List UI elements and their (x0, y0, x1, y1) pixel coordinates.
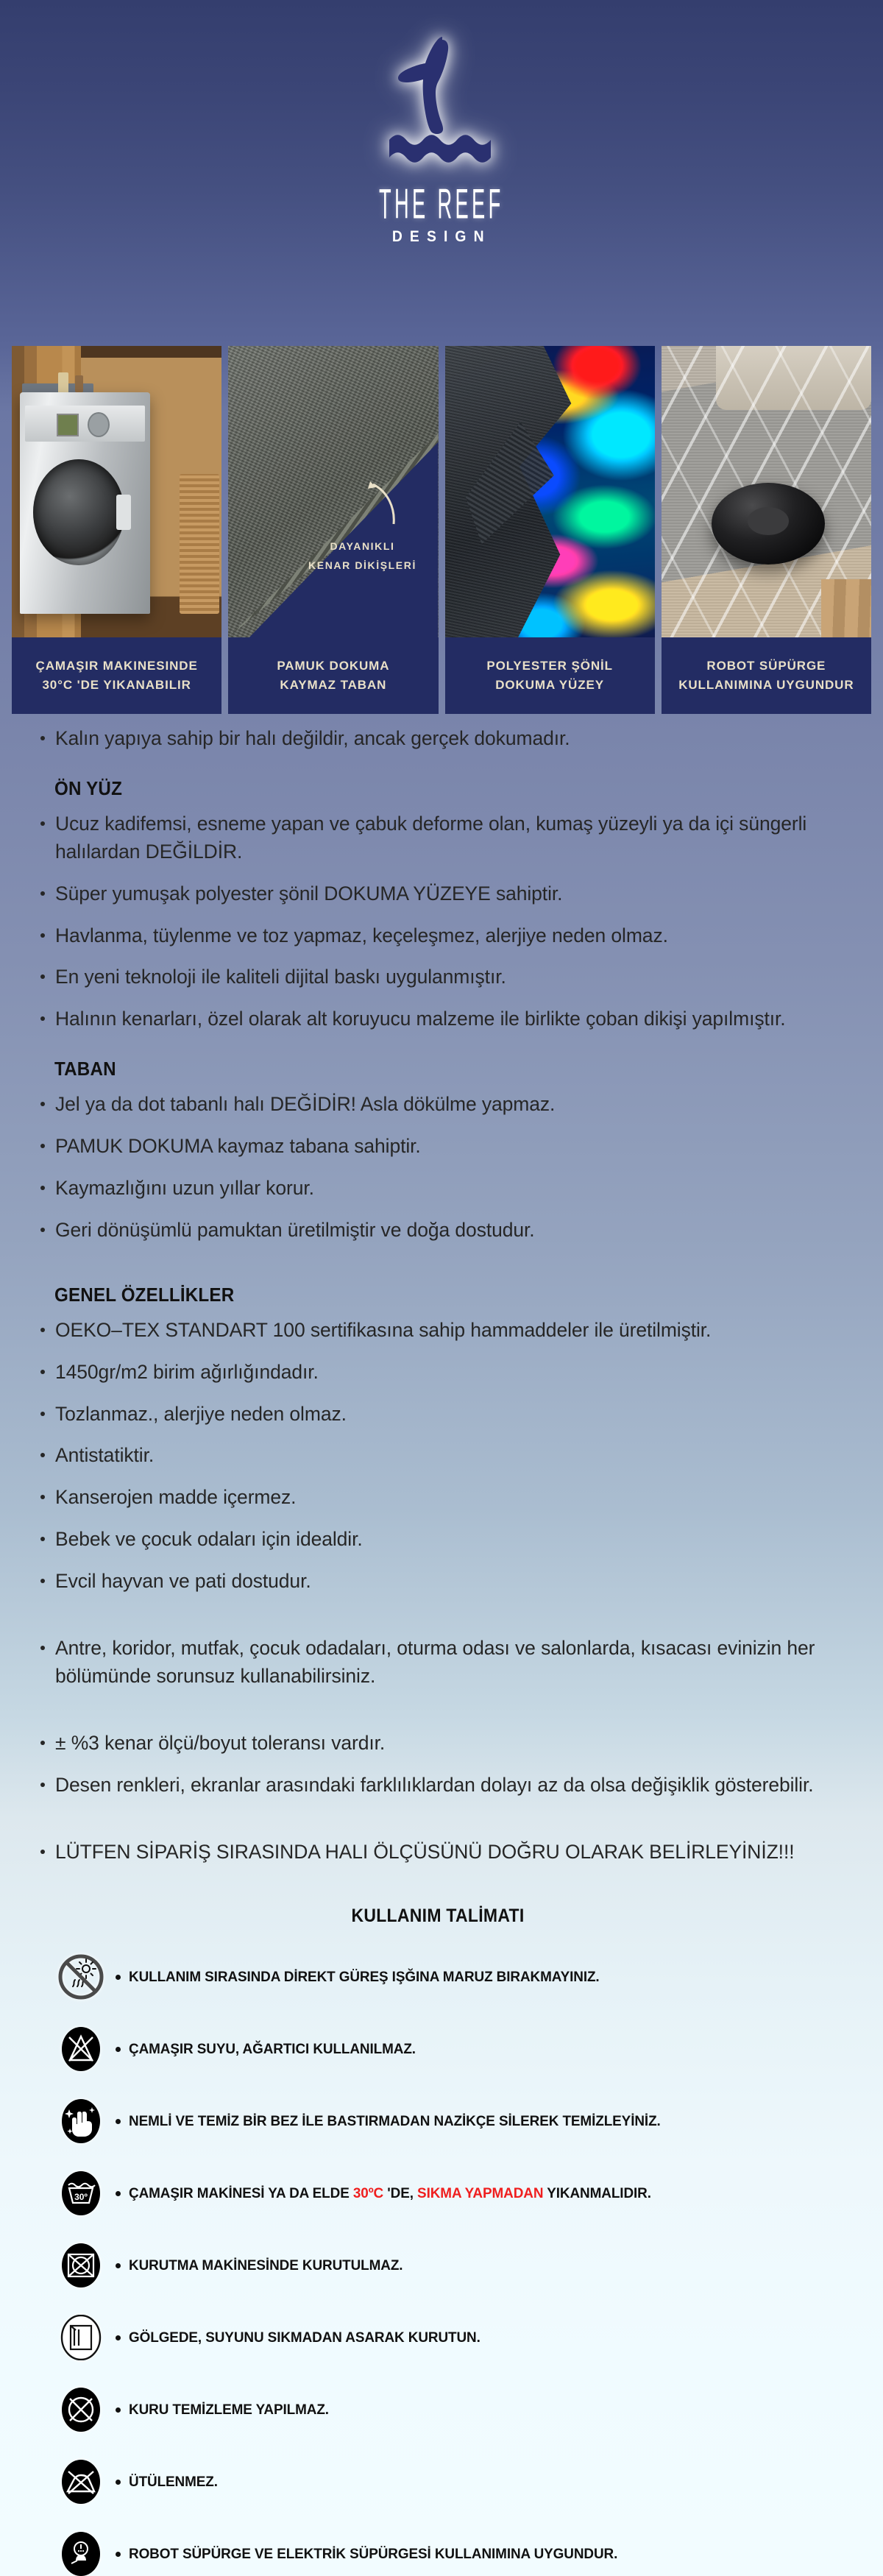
care-row (53, 2021, 830, 2077)
care-text: ÜTÜLENMEZ. (129, 2473, 218, 2490)
svg-text:30º: 30º (74, 2192, 88, 2203)
list-item: LÜTFEN SİPARİŞ SIRASINDA HALI ÖLÇÜSÜNÜ DOĞRU OLARAK BELİRLEYİNİZ!!! (31, 1839, 845, 1866)
brand-logo (0, 29, 883, 246)
care-row (53, 2526, 830, 2576)
care-temp-value: 30ºC (352, 2184, 384, 2201)
list-item: Antre, koridor, mutfak, çocuk odadaları, oturma odası ve salonlarda, kısacası evinizin her bölümünde sorunsuz kullanabilirsiniz. (31, 1635, 845, 1691)
list-item: Antistatiktir. (31, 1442, 845, 1470)
section-heading-genel-ozellikler: GENEL ÖZELLİKLER (54, 1283, 235, 1306)
machine-wash-30-icon (53, 2165, 109, 2221)
description-content (0, 725, 883, 2576)
no-direct-sunlight-icon (53, 1949, 109, 2005)
brand-header (0, 0, 883, 346)
bullet-dot (116, 2263, 121, 2268)
washing-machine-photo (12, 346, 221, 637)
feature-caption-line1: POLYESTER ŞÖNİL (486, 658, 613, 673)
list-item: Geri dönüşümlü pamuktan üretilmiştir ve doğa dostudur. (31, 1217, 845, 1245)
list-item: Jel ya da dot tabanlı halı DEĞİDİR! Asla dökülme yapmaz. (31, 1091, 845, 1119)
usage-area-list (31, 1635, 845, 1691)
cotton-woven-backing-photo (228, 346, 438, 637)
list-item: Ucuz kadifemsi, esneme yapan ve çabuk deforme olan, kumaş yüzeyli ya da içi süngerli halılardan DEĞİLDİR. (31, 810, 845, 866)
feature-caption-line2: KULLANIMINA UYGUNDUR (678, 678, 854, 692)
no-iron-icon (53, 2454, 109, 2510)
care-section-title: KULLANIM TALİMATI (351, 1906, 525, 1927)
bullet-dot (116, 2191, 121, 2196)
backing-overlay-label (293, 537, 433, 576)
feature-card-washing (12, 346, 221, 714)
care-text: KURU TEMİZLEME YAPILMAZ. (129, 2401, 329, 2418)
care-row (53, 2237, 830, 2293)
list-item: Kalın yapıya sahip bir halı değildir, ancak gerçek dokumadır. (31, 725, 845, 753)
feature-card-backing (228, 346, 438, 714)
care-row (53, 2165, 830, 2221)
section-heading-taban: TABAN (54, 1058, 116, 1080)
care-text: KULLANIM SIRASINDA DİREKT GÜREŞ IŞĞINA MARUZ BIRAKMAYINIZ. (129, 1968, 600, 1985)
feature-strip (0, 346, 883, 714)
feature-caption (12, 637, 221, 714)
feature-caption-line1: ROBOT SÜPÜRGE (706, 658, 826, 673)
list-item: Tozlanmaz., alerjiye neden olmaz. (31, 1401, 845, 1429)
feature-caption-line1: ÇAMAŞIR MAKINESINDE (35, 658, 198, 673)
no-bleach-icon (53, 2021, 109, 2077)
list-item: Havlanma, tüylenme ve toz yapmaz, keçeleşmez, alerjiye neden olmaz. (31, 922, 845, 950)
intro-bullet-list (31, 725, 845, 753)
brand-name-primary: THE REEF (379, 181, 504, 228)
care-text: NEMLİ VE TEMİZ BİR BEZ İLE BASTIRMADAN NAZİKÇE SİLEREK TEMİZLEYİNİZ. (129, 2112, 661, 2129)
list-item: Desen renkleri, ekranlar arasındaki farklılıklardan dolayı az da olsa değişiklik gösterebilir. (31, 1772, 845, 1800)
whale-tail-icon (372, 29, 511, 177)
care-instruction-list (31, 1949, 845, 2576)
bullet-dot (116, 2407, 121, 2413)
care-text: KURUTMA MAKİNESİNDE KURUTULMAZ. (129, 2257, 403, 2274)
care-row (53, 2093, 830, 2149)
feature-card-surface (445, 346, 655, 714)
list-item: ± %3 kenar ölçü/boyut toleransı vardır. (31, 1730, 845, 1758)
list-item: OEKO–TEX STANDART 100 sertifikasına sahip hammaddeler ile üretilmiştir. (31, 1317, 845, 1345)
list-item: Halının kenarları, özel olarak alt koruyucu malzeme ile birlikte çoban dikişi yapılmıştır. (31, 1005, 845, 1033)
list-item: Süper yumuşak polyester şönil DOKUMA YÜZEYE sahiptir. (31, 880, 845, 908)
section-heading-on-yuz: ÖN YÜZ (54, 776, 123, 799)
overlay-line2: KENAR DİKİŞLERİ (308, 559, 416, 572)
robot-vacuum-photo (662, 346, 871, 637)
section-list-taban (31, 1091, 845, 1245)
feature-caption (662, 637, 871, 714)
care-row (53, 2382, 830, 2438)
feature-caption-line2: KAYMAZ TABAN (280, 678, 387, 692)
no-tumble-dry-icon (53, 2237, 109, 2293)
bullet-dot (116, 1975, 121, 1980)
care-no-wring: SIKMA YAPMADAN (417, 2184, 544, 2201)
feature-caption (445, 637, 655, 714)
care-text: GÖLGEDE, SUYUNU SIKMADAN ASARAK KURUTUN. (129, 2329, 480, 2346)
wipe-clean-hand-icon (53, 2093, 109, 2149)
order-warning-list (31, 1839, 845, 1866)
list-item: 1450gr/m2 birim ağırlığındadır. (31, 1359, 845, 1387)
brand-name-secondary: DESIGN (391, 228, 492, 245)
care-text: ROBOT SÜPÜRGE VE ELEKTRİK SÜPÜRGESİ KULLANIMINA UYGUNDUR. (129, 2545, 618, 2562)
bullet-dot (116, 2119, 121, 2124)
list-item: Kanserojen madde içermez. (31, 1484, 845, 1512)
section-list-on-yuz (31, 810, 845, 1033)
polyester-chenille-rug-photo (445, 346, 655, 637)
list-item: Kaymazlığını uzun yıllar korur. (31, 1175, 845, 1203)
overlay-line1: DAYANIKLI (330, 539, 395, 552)
care-text: ÇAMAŞIR SUYU, AĞARTICI KULLANILMAZ. (129, 2040, 416, 2057)
list-item: En yeni teknoloji ile kaliteli dijital baskı uygulanmıştır. (31, 963, 845, 991)
bullet-dot (116, 2335, 121, 2340)
list-item: Evcil hayvan ve pati dostudur. (31, 1568, 845, 1596)
list-item: Bebek ve çocuk odaları için idealdir. (31, 1526, 845, 1554)
line-dry-in-shade-icon (53, 2310, 109, 2366)
care-text-mid: 'DE, (383, 2184, 418, 2201)
no-dry-clean-icon (53, 2382, 109, 2438)
feature-card-robot (662, 346, 871, 714)
care-row (53, 2454, 830, 2510)
care-text-pre: ÇAMAŞIR MAKİNESİ YA DA ELDE (129, 2184, 353, 2201)
feature-caption-line2: DOKUMA YÜZEY (495, 678, 604, 692)
care-text-post: YIKANMALIDIR. (543, 2184, 651, 2201)
section-list-genel-ozellikler (31, 1317, 845, 1596)
curved-arrow-icon (366, 478, 398, 527)
bullet-dot (116, 2480, 121, 2485)
care-row (53, 1949, 830, 2005)
care-row (53, 2310, 830, 2366)
bullet-dot (116, 2047, 121, 2052)
feature-caption-line1: PAMUK DOKUMA (277, 658, 390, 673)
feature-caption-line2: 30°C 'DE YIKANABILIR (42, 678, 191, 692)
bullet-dot (116, 2552, 121, 2557)
tolerance-list (31, 1730, 845, 1800)
care-text (129, 2185, 651, 2202)
feature-caption (228, 637, 438, 714)
robot-vacuum-safe-icon (53, 2526, 109, 2576)
list-item: PAMUK DOKUMA kaymaz tabana sahiptir. (31, 1133, 845, 1161)
